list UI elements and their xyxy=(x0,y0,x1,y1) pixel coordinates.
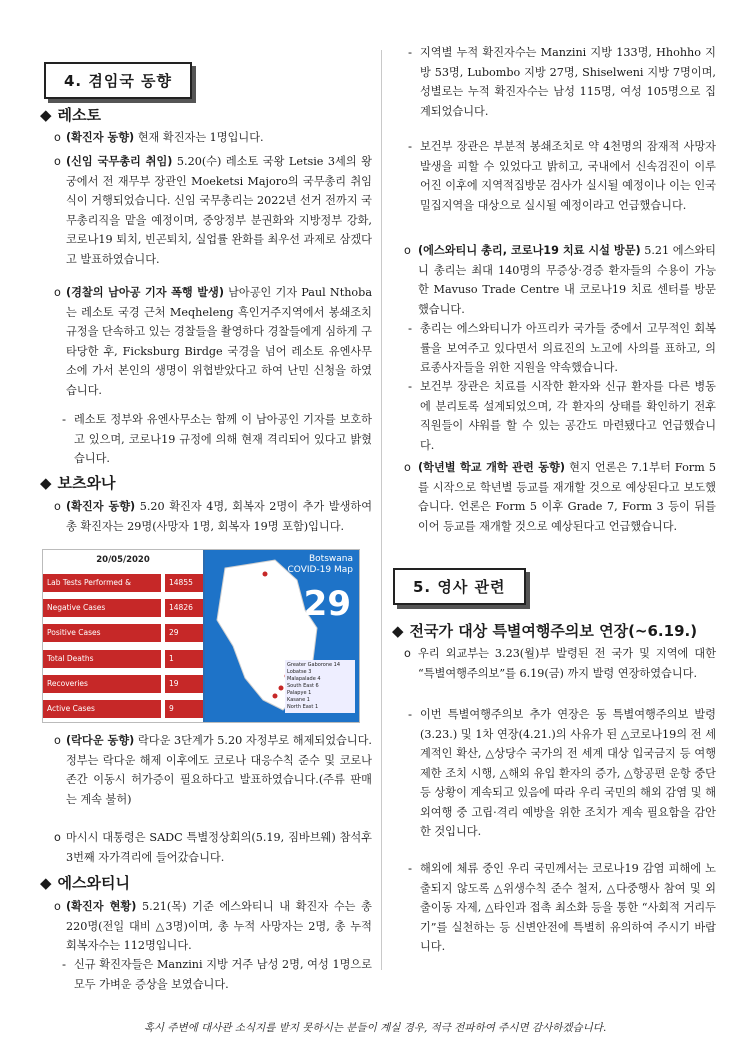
stat-row: Negative Cases 14826 xyxy=(43,599,203,617)
botswana-map xyxy=(205,550,359,722)
botswana-p3: 마시시 대통령은 SADC 특별정상회의(5.19, 짐바브웨) 참석후 3번째 자가격리에 들어갔습니다. xyxy=(66,831,372,864)
bullet-dash: - xyxy=(408,140,413,153)
diamond-icon: ◆ xyxy=(40,474,52,492)
bullet-o: o xyxy=(54,286,61,299)
eswatini-p2-sub2: 보건부 장관은 치료를 시작한 환자와 신규 환자를 다른 병동에 분리토록 설계되었으며, 각 환자의 상태를 확인하기 전후 직원들이 샤워를 할 수 있는 공간도 마련됐다고 언급했습니다. xyxy=(420,380,716,452)
travel-advisory-sub1: 이번 특별여행주의보 추가 연장은 동 특별여행주의보 발령(3.23.) 및 1차 연장(4.21.)의 사유가 된 △코로나19의 전 세계적인 확산, △상당수 국가의 전 세계 대상 입국금지 등 여행제한 조치 시행, △해외 유입 환자의 증가, △항공편 운항 중단 등 상황이 계속되고 있음에 따라 우리 국민의 해외 감염 및 해외여행 중 고립·격리 예방을 위한 조치가 계속 필요함을 감안한 것입니다. xyxy=(420,708,716,838)
bullet-o: o xyxy=(54,155,61,168)
botswana-covid-infographic xyxy=(42,549,360,723)
infographic-date: 20/05/2020 xyxy=(43,550,203,570)
bullet-dash: - xyxy=(408,46,413,59)
diamond-icon: ◆ xyxy=(40,106,52,124)
eswatini-p1: (확진자 현황) 5.21(목) 기준 에스와티니 내 확진자 수는 총 220명(전일 대비 △3명)이며, 총 누적 사망자는 2명, 총 누적 회복자수는 112명입니다. xyxy=(66,900,372,952)
map-legend: Greater Gaborone 14 Lobatse 3 Malapalade 4 South East 6 Palapye 1 Kasane 1 North East 1 xyxy=(285,660,355,713)
eswatini-p1-sub: 신규 확진자들은 Manzini 지방 거주 남성 2명, 여성 1명으로 모두 가벼운 증상을 보였습니다. xyxy=(74,958,372,991)
bullet-o: o xyxy=(54,131,61,144)
eswatini-p3: (학년별 학교 개학 관련 동향) 현지 언론은 7.1부터 Form 5를 시작으로 학년별 등교를 재개할 것으로 예상된다고 보도했습니다. 언론은 Form 5 이후 Grade 7, Form 3 등이 뒤를 이어 등교를 재개할 것으로 예상된다고 언급했습니다. xyxy=(418,461,716,533)
lesotho-p3: (경찰의 남아공 기자 폭행 발생) 남아공인 기자 Paul Nthoba는 레소토 국경 근처 Meqheleng 흑인거주지역에서 봉쇄조치 규정을 단속하고 있는 경찰들을 촬영하다 경찰들에게 심하게 구타당한 후, Ficksburg Birdge 국경을 넘어 레소토 유엔사무소에 가서 본인의 생명이 위협받았다고 하여 난민 신청을 하였습니다. xyxy=(66,286,372,397)
botswana-p2: (락다운 동향) 락다운 3단계가 5.20 자정부로 해제되었습니다. 정부는 락다운 해제 이후에도 코로나 대응수칙 준수 및 코로나 존간 이동시 허가증이 필요하다고 발표하였습니다.(주류 판매는 계속 불허) xyxy=(66,734,372,806)
bullet-o: o xyxy=(404,647,411,660)
bullet-o: o xyxy=(54,831,61,844)
stat-row: Active Cases 9 xyxy=(43,700,203,718)
infographic-stats-panel xyxy=(43,550,203,722)
diamond-icon: ◆ xyxy=(392,622,404,640)
section5-title: 5. 영사 관련 xyxy=(393,568,526,605)
bullet-o: o xyxy=(404,461,411,474)
bullet-dash: - xyxy=(62,413,67,426)
map-total-number: 29 xyxy=(303,584,351,624)
stat-row: Lab Tests Performed & 14855 xyxy=(43,574,203,592)
botswana-heading: ◆ 보츠와나 xyxy=(40,474,116,492)
botswana-p1: (확진자 동향) 5.20 확진자 4명, 회복자 2명이 추가 발생하여 총 확진자는 29명(사망자 1명, 회복자 19명 포함)입니다. xyxy=(66,500,372,533)
lesotho-p1: (확진자 동향) 현재 확진자는 1명입니다. xyxy=(66,131,264,144)
stat-row: Positive Cases 29 xyxy=(43,624,203,642)
bullet-o: o xyxy=(54,500,61,513)
section4-title: 4. 겸임국 동향 xyxy=(44,62,192,99)
bullet-o: o xyxy=(404,244,411,257)
eswatini-p2: (에스와티니 총리, 코로나19 치료 시설 방문) 5.21 에스와티니 총리는 최대 140명의 무증상·경증 환자들의 수용이 가능한 Mavuso Trade Centre 내 코로나19 치료 센터를 방문했습니다. xyxy=(418,244,716,316)
bullet-dash: - xyxy=(408,380,413,393)
bullet-dash: - xyxy=(408,708,413,721)
travel-advisory-p1: 우리 외교부는 3.23(월)부 발령된 전 국가 및 지역에 대한 “특별여행주의보”를 6.19(금) 까지 발령 연장하였습니다. xyxy=(418,647,716,680)
stat-row: Recoveries 19 xyxy=(43,675,203,693)
travel-advisory-sub2: 해외에 체류 중인 우리 국민께서는 코로나19 감염 피해에 노출되지 않도록 △위생수칙 준수 철저, △다중행사 참여 및 외출이동 자제, △타인과 접촉 최소화 등을 통한 “사회적 거리두기”를 실천하는 등 신변안전에 특별히 유의하여 주시기 바랍니다. xyxy=(420,862,716,953)
footer-note: 혹시 주변에 대사관 소식지를 받지 못하시는 분들이 계실 경우, 적극 전파하여 주시면 감사하겠습니다. xyxy=(143,1022,607,1034)
bullet-dash: - xyxy=(62,958,67,971)
eswatini-p1-sub3: 보건부 장관은 부분적 봉쇄조치로 약 4천명의 잠재적 사망자 발생을 피할 수 있었다고 밝히고, 국내에서 신속검진이 이루어진 이후에 지역적집방문 검사가 실시될 예정이나 이는 인국밀집지역을 대상으로 실시될 예정이라고 언급했습니다. xyxy=(420,140,716,212)
map-title: Botswana COVID-19 Map xyxy=(287,554,353,575)
column-divider xyxy=(381,50,382,970)
bullet-o: o xyxy=(54,734,61,747)
bullet-dash: - xyxy=(408,322,413,335)
lesotho-p2: (신임 국무총리 취임) 5.20(수) 레소토 국왕 Letsie 3세의 왕궁에서 전 재무부 장관인 Moeketsi Majoro의 국무총리 취임식이 거행되었습니다. 신임 국무총리는 2022년 선거 전까지 국무총리직을 맡을 예정이며, 중앙정부 분권화와 지방정부 강화, 코로나19 퇴치, 빈곤퇴치, 실업률 완화를 최우선 과제로 삼겠다고 발표하였습니다. xyxy=(66,155,372,266)
bullet-o: o xyxy=(54,900,61,913)
eswatini-heading: ◆ 에스와티니 xyxy=(40,874,130,892)
lesotho-heading: ◆ 레소토 xyxy=(40,106,102,124)
travel-advisory-heading: ◆ 전국가 대상 특별여행주의보 연장(~6.19.) xyxy=(392,622,698,640)
bullet-dash: - xyxy=(408,862,413,875)
eswatini-p2-sub1: 총리는 에스와티니가 아프리카 국가들 중에서 고무적인 회복률을 보여주고 있다면서 의료진의 노고에 사의를 표하고, 의료종사자들을 위한 지원을 약속했습니다. xyxy=(420,322,716,374)
diamond-icon: ◆ xyxy=(40,874,52,892)
eswatini-p1-sub2: 지역별 누적 확진자수는 Manzini 지방 133명, Hhohho 지방 53명, Lubombo 지방 27명, Shiselweni 지방 7명이며, 성별로는 누적 확진자수는 남성 115명, 여성 105명으로 집계되었습니다. xyxy=(420,46,716,118)
lesotho-p3-sub: 레소토 정부와 유엔사무소는 함께 이 남아공인 기자를 보호하고 있으며, 코로나19 규정에 의해 현재 격리되어 있다고 밝혔습니다. xyxy=(74,413,372,465)
stat-row: Total Deaths 1 xyxy=(43,650,203,668)
